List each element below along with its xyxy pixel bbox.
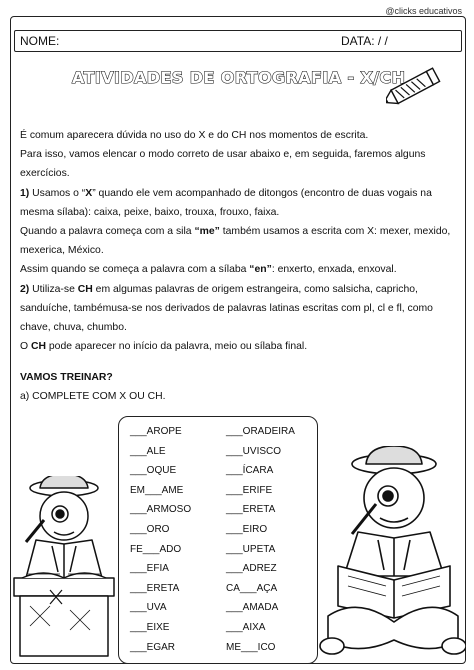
- rule-1-line-2: mesma sílaba): caixa, peixe, baixo, trouxa, frouxo, faixa.: [20, 206, 280, 218]
- rule-1-line-4: mexerica, México.: [20, 245, 104, 257]
- rule-2-ch-text-b: pode aparecer no início da palavra, meio ou sílaba final.: [46, 341, 308, 353]
- rule-2-number: 2): [20, 283, 30, 295]
- word-item[interactable]: ___OQUE: [130, 465, 177, 477]
- word-item[interactable]: ___EGAR: [130, 641, 176, 653]
- rule-1-me-text-b: também usamos a escrita com X: mexer, mexido,: [219, 226, 451, 238]
- rule-2-line-3: chave, chuva, chumbo.: [20, 322, 127, 334]
- rule-1-line-5: [20, 260, 458, 279]
- date-field-label[interactable]: DATA: / /: [341, 34, 388, 48]
- page-title: ATIVIDADES DE ORTOGRAFIA - X/CH: [72, 68, 406, 87]
- intro-paragraph-1: É comum aparecera dúvida no uso do X e do CH nos momentos de escrita.: [20, 130, 369, 141]
- author-handle: @clicks educativos: [385, 6, 462, 16]
- pencil-icon: [386, 64, 446, 108]
- word-item[interactable]: CA___AÇA: [226, 582, 278, 594]
- explanation-text: [20, 126, 458, 356]
- rule-1-number: 1): [20, 187, 30, 199]
- word-item[interactable]: ___ORADEIRA: [226, 426, 295, 437]
- word-item[interactable]: ___AIXA: [226, 621, 266, 633]
- rule-1-en-text-a: Assim quando se começa a palavra com a sílaba: [20, 264, 250, 276]
- rule-1-en: “en”: [249, 264, 272, 276]
- word-item[interactable]: ___ADREZ: [226, 563, 277, 575]
- word-item[interactable]: ___AMADA: [226, 602, 279, 614]
- detective-reading-illustration: [10, 476, 118, 662]
- word-column-left: [130, 422, 191, 657]
- rule-2-text-a: Utiliza-se: [32, 283, 78, 295]
- rule-2-line-4: [20, 337, 458, 356]
- detective-sitting-illustration: [318, 446, 466, 662]
- word-item[interactable]: ___ERETA: [130, 582, 180, 594]
- word-item[interactable]: ___EIRO: [226, 523, 268, 535]
- word-item[interactable]: ___UVA: [130, 602, 167, 614]
- rule-1-text-a: Usamos o “: [32, 187, 86, 199]
- word-item[interactable]: ___AROPE: [130, 426, 182, 437]
- word-item[interactable]: ___EIXE: [130, 621, 170, 633]
- rule-1-en-text-b: : enxerto, enxada, enxoval.: [271, 264, 397, 276]
- practice-instruction: a) COMPLETE COM X OU CH.: [20, 391, 166, 402]
- word-item[interactable]: FE___ADO: [130, 543, 182, 555]
- rule-1-line-1: [20, 184, 458, 203]
- name-field-label[interactable]: NOME:: [20, 34, 60, 48]
- rule-1-me: “me”: [194, 226, 220, 238]
- rule-2-ch: CH: [77, 283, 93, 295]
- title-banner: [0, 64, 474, 104]
- rule-2-ch-text-a: O: [20, 341, 31, 353]
- rule-2-text-b: em algumas palavras de origem estrangeira, como salsicha, capricho,: [92, 283, 418, 295]
- rule-2-ch-bold: CH: [30, 341, 46, 353]
- word-item[interactable]: ___ÍCARA: [226, 465, 274, 477]
- rule-1-me-text-a: Quando a palavra começa com a sila: [20, 226, 195, 238]
- header-row: [14, 30, 462, 52]
- rule-1-x: X: [85, 187, 93, 199]
- word-item[interactable]: ___ORO: [130, 523, 170, 535]
- word-item[interactable]: EM___AME: [130, 484, 184, 496]
- word-item[interactable]: ___ALE: [130, 445, 166, 457]
- rule-2-line-1: [20, 280, 458, 299]
- word-item[interactable]: ___EFIA: [130, 563, 169, 575]
- rule-1-line-3: [20, 222, 458, 241]
- intro-paragraph-2: Para isso, vamos elencar o modo correto de usar abaixo e, em seguida, faremos alguns exercícios.: [20, 149, 426, 180]
- practice-heading: VAMOS TREINAR?: [20, 372, 113, 383]
- word-item[interactable]: ME___ICO: [226, 641, 276, 653]
- rule-1-text-b: ” quando ele vem acompanhado de ditongos (encontro de duas vogais na: [92, 187, 432, 199]
- word-column-right: [226, 422, 295, 657]
- word-item[interactable]: ___UPETA: [226, 543, 276, 555]
- word-item[interactable]: ___UVISCO: [226, 445, 282, 457]
- word-item[interactable]: ___ARMOSO: [130, 504, 192, 516]
- word-item[interactable]: ___ERIFE: [226, 484, 273, 496]
- word-item[interactable]: ___ERETA: [226, 504, 276, 516]
- rule-2-line-2: sanduíche, tambémusa-se nos derivados de palavras latinas escritas com pl, cl e fl, como: [20, 302, 433, 314]
